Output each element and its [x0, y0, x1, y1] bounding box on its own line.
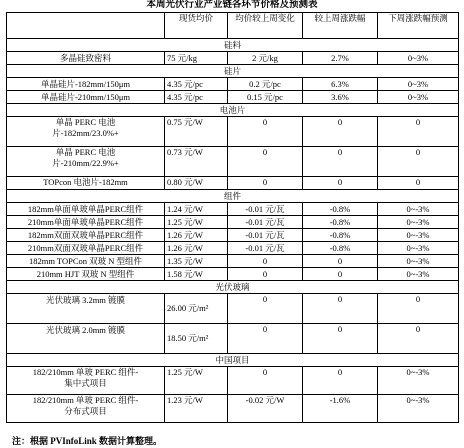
- spot-price: 75 元/kg: [165, 52, 228, 65]
- price-table: [6, 12, 459, 423]
- table-row: [7, 147, 459, 177]
- spot-price: 1.23 元/W: [165, 395, 228, 423]
- table-row: [7, 91, 459, 104]
- weekly-pct: 0: [303, 177, 378, 190]
- row-label: 182mm单面单玻单晶PERC组件: [7, 203, 165, 216]
- weekly-pct: 2.7%: [303, 52, 378, 65]
- row-label: TOPcon 电池片-182mm: [7, 177, 165, 190]
- weekly-change: 0: [228, 367, 303, 395]
- header-cell-weekly-pct: 较上周涨跌幅: [303, 13, 378, 39]
- section-row: [7, 190, 459, 203]
- forecast: 0~-3%: [378, 255, 459, 268]
- weekly-pct: -0.8%: [303, 242, 378, 255]
- section-label: 硅片: [7, 65, 459, 78]
- row-label: 单晶硅片-182mm/150μm: [7, 78, 165, 91]
- section-label: 中国项目: [7, 354, 459, 367]
- forecast: 0~-3%: [378, 367, 459, 395]
- forecast: 0~3%: [378, 91, 459, 104]
- row-label: 单晶 PERC 电池片-210mm/22.9%+: [7, 147, 165, 177]
- table-row: [7, 242, 459, 255]
- weekly-change: 0: [228, 117, 303, 147]
- weekly-change: -0.01 元/瓦: [228, 242, 303, 255]
- weekly-change: 0: [228, 255, 303, 268]
- table-row: [7, 324, 459, 354]
- forecast: 0: [378, 324, 459, 354]
- weekly-change: 0.2 元/pc: [228, 78, 303, 91]
- table-row: [7, 294, 459, 324]
- forecast: 0~-3%: [378, 242, 459, 255]
- forecast: 0: [378, 177, 459, 190]
- weekly-change: 2 元/kg: [228, 52, 303, 65]
- table-row: [7, 177, 459, 190]
- table-row: [7, 52, 459, 65]
- spot-price: 1.26 元/W: [165, 242, 228, 255]
- forecast: 0~-3%: [378, 395, 459, 423]
- weekly-pct: -0.8%: [303, 216, 378, 229]
- table-row: [7, 203, 459, 216]
- source-note: 注：根据 PVInfoLink 数据计算整理。: [12, 436, 163, 446]
- weekly-change: -0.01 元/瓦: [228, 216, 303, 229]
- table-row: [7, 216, 459, 229]
- weekly-change: -0.02 元/W: [228, 395, 303, 423]
- forecast: 0~-3%: [378, 203, 459, 216]
- forecast: 0~-3%: [378, 216, 459, 229]
- row-label: 单晶硅片-210mm/150μm: [7, 91, 165, 104]
- section-label: 硅料: [7, 39, 459, 52]
- weekly-change: -0.01 元/瓦: [228, 229, 303, 242]
- section-label: 电池片: [7, 104, 459, 117]
- forecast: 0~-3%: [378, 229, 459, 242]
- table-row: [7, 229, 459, 242]
- table-row: [7, 117, 459, 147]
- spot-price: 4.35 元/pc: [165, 78, 228, 91]
- header-row: [7, 13, 459, 39]
- spot-price: 1.24 元/W: [165, 203, 228, 216]
- row-label: 光伏玻璃 2.0mm 镀膜: [7, 324, 165, 354]
- weekly-pct: 0: [303, 268, 378, 281]
- table-row: [7, 395, 459, 423]
- row-label: 210mm双面双玻单晶PERC组件: [7, 242, 165, 255]
- weekly-pct: 0: [303, 324, 378, 354]
- section-label: 光伏玻璃: [7, 281, 459, 294]
- section-row: [7, 65, 459, 78]
- weekly-change: 0.15 元/pc: [228, 91, 303, 104]
- weekly-change: 0: [228, 177, 303, 190]
- section-row: [7, 104, 459, 117]
- section-label: 组件: [7, 190, 459, 203]
- weekly-pct: 0: [303, 117, 378, 147]
- spot-price: 0.75 元/W: [165, 117, 228, 147]
- spot-price: 1.25 元/W: [165, 367, 228, 395]
- forecast: 0: [378, 147, 459, 177]
- weekly-pct: -1.6%: [303, 395, 378, 423]
- weekly-change: 0: [228, 147, 303, 177]
- forecast: 0: [378, 294, 459, 324]
- spot-price: 26.00 元/m²: [165, 294, 228, 324]
- row-label: 多晶硅致密料: [7, 52, 165, 65]
- section-row: [7, 39, 459, 52]
- forecast: 0~-3%: [378, 268, 459, 281]
- table-row: [7, 255, 459, 268]
- section-row: [7, 354, 459, 367]
- spot-price: 1.26 元/W: [165, 229, 228, 242]
- forecast: 0: [378, 117, 459, 147]
- row-label: 182mm TOPCon 双玻 N 型组件: [7, 255, 165, 268]
- header-cell-label: [7, 13, 165, 39]
- spot-price: 0.73 元/W: [165, 147, 228, 177]
- weekly-pct: 0: [303, 367, 378, 395]
- section-row: [7, 281, 459, 294]
- spot-price: 0.80 元/W: [165, 177, 228, 190]
- weekly-pct: 3.6%: [303, 91, 378, 104]
- spot-price: 18.50 元/m²: [165, 324, 228, 354]
- weekly-pct: 6.3%: [303, 78, 378, 91]
- weekly-pct: 0: [303, 147, 378, 177]
- row-label: 182/210mm 单玻 PERC 组件-分布式项目: [7, 395, 165, 423]
- row-label: 182/210mm 单玻 PERC 组件-集中式项目: [7, 367, 165, 395]
- row-label: 210mm HJT 双玻 N 型组件: [7, 268, 165, 281]
- weekly-change: 0: [228, 294, 303, 324]
- row-label: 单晶 PERC 电池片-182mm/23.0%+: [7, 117, 165, 147]
- table-title: 本周光伏行业产业链各环节价格及预测表: [146, 0, 318, 10]
- header-cell-forecast: 下周涨跌幅预测: [378, 13, 459, 39]
- weekly-change: 0: [228, 324, 303, 354]
- row-label: 210mm单面单玻单晶PERC组件: [7, 216, 165, 229]
- row-label: 光伏玻璃 3.2mm 镀膜: [7, 294, 165, 324]
- weekly-change: -0.01 元/瓦: [228, 203, 303, 216]
- weekly-pct: -0.8%: [303, 203, 378, 216]
- spot-price: 1.58 元/W: [165, 268, 228, 281]
- spot-price: 1.25 元/W: [165, 216, 228, 229]
- weekly-pct: 0: [303, 255, 378, 268]
- forecast: 0~3%: [378, 78, 459, 91]
- table-row: [7, 268, 459, 281]
- header-cell-weekly-change: 均价较上周变化: [228, 13, 303, 39]
- forecast: 0~3%: [378, 52, 459, 65]
- spot-price: 4.35 元/pc: [165, 91, 228, 104]
- weekly-pct: -0.8%: [303, 229, 378, 242]
- row-label: 182mm双面双玻单晶PERC组件: [7, 229, 165, 242]
- table-row: [7, 78, 459, 91]
- table-row: [7, 367, 459, 395]
- spot-price: 1.35 元/W: [165, 255, 228, 268]
- header-cell-spot-price: 现货均价: [165, 13, 228, 39]
- weekly-change: 0: [228, 268, 303, 281]
- weekly-pct: 0: [303, 294, 378, 324]
